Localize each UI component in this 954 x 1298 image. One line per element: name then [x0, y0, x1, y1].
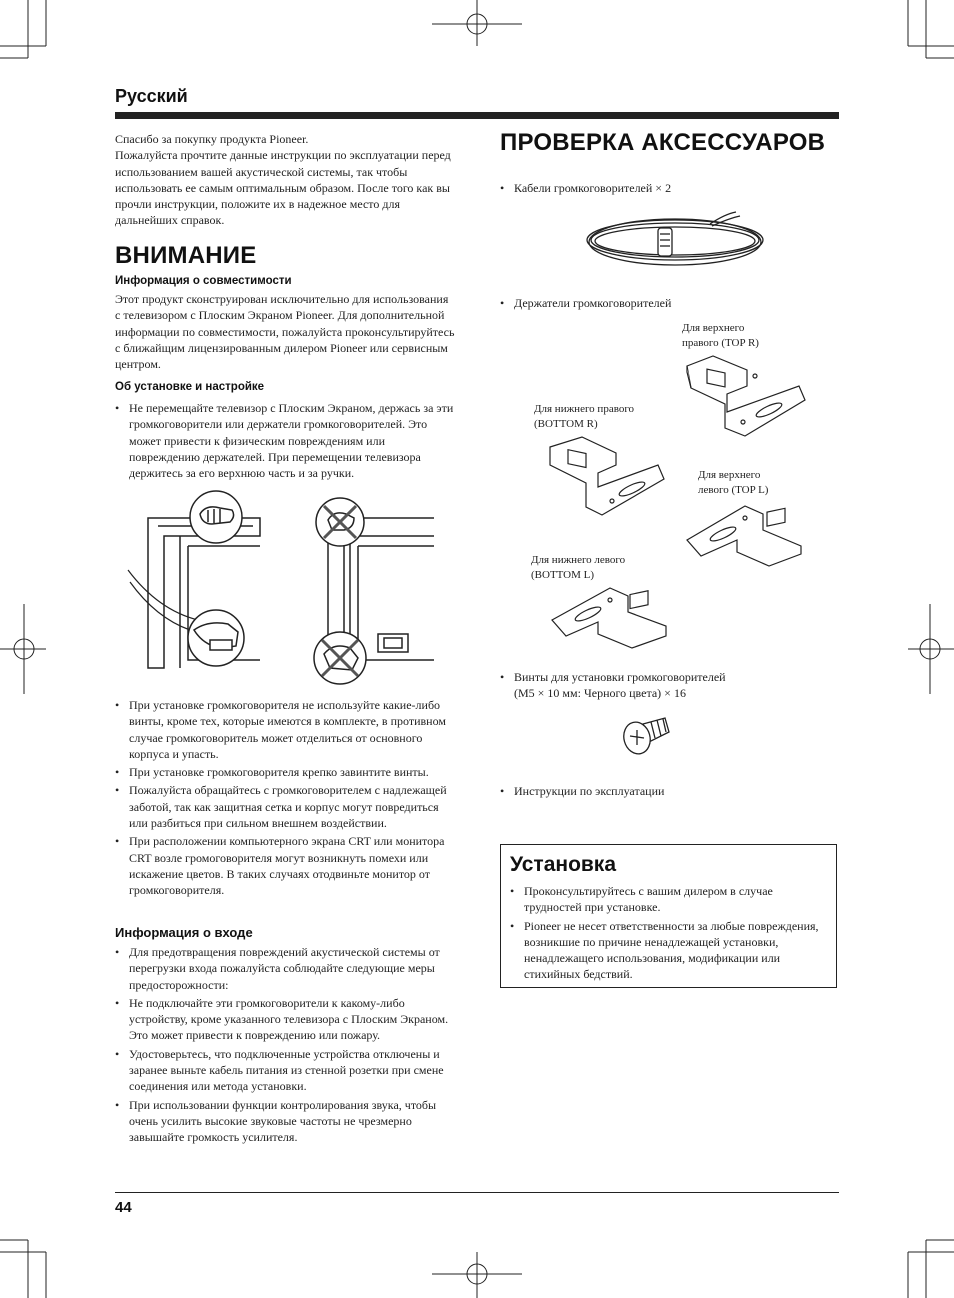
screw-image — [619, 712, 679, 762]
installation-list — [510, 883, 828, 985]
installation-title: Установка — [510, 853, 616, 876]
cables-item — [500, 180, 830, 198]
list-item: • При установке громкоговорителя не используйте какие-либо винты, кроме тех, которые имеются в комплекте, в противном случае громкоговоритель может отделиться от основного корпуса и упасть. — [115, 697, 457, 762]
list-item: • Держатели громкоговорителей — [500, 295, 830, 311]
footer-rule — [115, 1192, 839, 1193]
screws-item — [500, 669, 830, 704]
page-number: 44 — [115, 1199, 132, 1216]
input-list — [115, 944, 457, 1148]
install-list-2 — [115, 697, 457, 901]
brackets-item — [500, 295, 830, 313]
input-heading: Информация о входе — [115, 925, 253, 940]
caution-title: ВНИМАНИЕ — [115, 242, 257, 269]
language-label: Русский — [115, 86, 188, 106]
header-bar — [115, 112, 839, 119]
list-item: • Винты для установки громкоговорителей (M5 × 10 мм: Черного цвета) × 16 — [500, 669, 830, 702]
bracket-top-r-label: Для верхнего правого (TOP R) — [682, 322, 759, 349]
bracket-bottom-l-label: Для нижнего левого (BOTTOM L) — [531, 554, 626, 581]
compat-heading: Информация о совместимости — [115, 275, 292, 287]
bracket-top-l-label: Для верхнего левого (TOP L) — [698, 469, 769, 496]
bracket-bottom-r-image — [546, 435, 676, 521]
list-item: • Для предотвращения повреждений акустической системы от перегрузки входа пожалуйста соблюдайте следующие меры предосторожности: — [115, 944, 457, 993]
intro-text: Спасибо за покупку продукта Pioneer. Пожалуйста прочтите данные инструкции по эксплуатации перед использованием вашей акустической системы, так чтобы использовать ее самым оптимальным образом. После того как вы прочли инструкции, положите их в надежное место для дальнейших справок. — [115, 132, 451, 228]
bracket-bottom-l-image — [548, 584, 678, 670]
install-heading: Об установке и настройке — [115, 381, 265, 393]
manual-item — [500, 783, 830, 801]
list-item: • Проконсультируйтесь с вашим дилером в случае трудностей при установке. — [510, 883, 828, 916]
list-item: • Удостоверьтесь, что подключенные устройства отключены и заранее выньте кабель питания из стенной розетки при смене соединения или метода установки. — [115, 1046, 457, 1095]
list-item: • При расположении компьютерного экрана CRT или монитора CRT возле громоговорителя могут возникнуть помехи или искажение цветов. В таких случаях отодвиньте монитор от громкоговорителя. — [115, 833, 457, 898]
bracket-top-r-image — [683, 352, 813, 442]
list-item: • При использовании функции контролирования звука, чтобы очень усилить высокие звуковые частоты не чрезмерно завышайте громкость усилителя. — [115, 1097, 457, 1146]
list-item: • Пожалуйста обращайтесь с громкоговорителем с надлежащей заботой, так как защитная сетка и корпус могут повредиться или разбиться при сильном внешнем воздействии. — [115, 782, 457, 831]
installation-box — [500, 844, 837, 988]
tv-handling-illustration — [128, 490, 448, 690]
list-item: • Кабели громкоговорителей × 2 — [500, 180, 830, 196]
list-item: • Pioneer не несет ответственности за любые повреждения, возникшие по причине ненадлежащей установки, ненадлежащего использования, модификации или стихийных бедствий. — [510, 918, 828, 983]
compat-text: Этот продукт сконструирован исключительно для использования с телевизором с Плоским Экраном Pioneer. Для дополнительной информации по совместимости, пожалуйста проконсультируйтесь с ближайщим лицензированным дилером Pioneer или сервисным центром. — [115, 292, 455, 372]
list-item: • При установке громкоговорителя крепко завинтите винты. — [115, 764, 457, 780]
bracket-bottom-r-label: Для нижнего правого (BOTTOM R) — [534, 403, 635, 430]
bracket-top-l-image — [683, 500, 813, 586]
list-item: • Не подключайте эти громкоговорители к какому-либо устройству, кроме указанного телевизора с Плоским Экраном. Это может привести к повреждению или пожару. — [115, 995, 457, 1044]
speaker-cable-image — [580, 210, 780, 280]
list-item: • Инструкции по эксплуатации — [500, 783, 830, 799]
accessories-title: ПРОВЕРКА АКСЕССУАРОВ — [500, 129, 826, 156]
list-item: • Не перемещайте телевизор с Плоским Экраном, держась за эти громкоговорители или держатели громкоговорителей. Это может привести к физическим повреждениям или повреждению держателей. При перемещении телевизора держитесь за его верхнюю часть и за ручки. — [115, 400, 457, 481]
install-list — [115, 400, 457, 483]
